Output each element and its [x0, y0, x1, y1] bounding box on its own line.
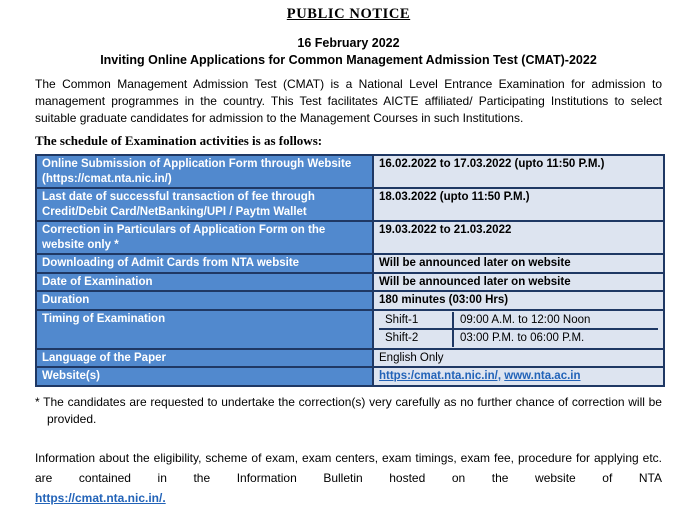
table-row-websites: [36, 367, 664, 386]
correction-footnote: [35, 394, 662, 428]
intro-paragraph: The Common Management Admission Test (CMAT) is a National Level Entrance Examination for admission to management programmes in the country. This Test facilitates AICTE affiliated/ Participating Institutions to select suitable graduate candidates for admission to the Management Courses in such Institutions.: [35, 77, 662, 125]
row-label: Duration: [36, 291, 373, 310]
row-label: Correction in Particulars of Application Form on the website only *: [36, 221, 373, 254]
shift-2-name: Shift-2: [379, 330, 454, 347]
row-value: 18.03.2022 (upto 11:50 P.M.): [373, 188, 664, 221]
row-label: Online Submission of Application Form through Website (https://cmat.nta.nic.in/): [36, 155, 373, 188]
row-label: Last date of successful transaction of fee through Credit/Debit Card/NetBanking/UPI / Paytm Wallet: [36, 188, 373, 221]
notice-heading: Inviting Online Applications for Common Management Admission Test (CMAT)-2022: [100, 53, 597, 67]
websites-cell: [373, 367, 664, 386]
info-bulletin-link[interactable]: https://cmat.nta.nic.in/.: [35, 490, 166, 505]
row-value: English Only: [373, 349, 664, 368]
row-value: 16.02.2022 to 17.03.2022 (upto 11:50 P.M.): [373, 155, 664, 188]
row-label: Downloading of Admit Cards from NTA website: [36, 254, 373, 273]
schedule-heading: The schedule of Examination activities is as follows:: [35, 133, 323, 148]
row-label: Timing of Examination: [36, 310, 373, 349]
website-link-nta[interactable]: www.nta.ac.in: [504, 370, 581, 382]
table-row-online-submission: [36, 155, 664, 188]
footnote-marker: *: [35, 394, 40, 409]
timing-subtable: [373, 310, 664, 349]
website-link-cmat[interactable]: https:/cmat.nta.nic.in/,: [379, 370, 502, 382]
table-row-duration: [36, 291, 664, 310]
table-row-language: [36, 349, 664, 368]
page-title: PUBLIC NOTICE: [286, 6, 411, 22]
schedule-table: [35, 154, 665, 387]
row-label: Language of the Paper: [36, 349, 373, 368]
shift-2-time: 03:00 P.M. to 06:00 P.M.: [460, 332, 585, 344]
shift-1-time: 09:00 A.M. to 12:00 Noon: [454, 312, 658, 331]
table-row-exam-date: [36, 273, 664, 292]
notice-date: 16 February 2022: [297, 36, 400, 50]
table-row-timing: [36, 310, 664, 349]
footnote-text: The candidates are requested to undertake the correction(s) very carefully as no further chance of correction will be provided.: [43, 394, 662, 426]
row-value: Will be announced later on website: [373, 273, 664, 292]
info-paragraph: Information about the eligibility, scheme of exam, exam centers, exam timings, exam fee, procedure for applying etc. are contained in the Information Bulletin hosted on the website of NTA: [35, 450, 662, 485]
row-label: Date of Examination: [36, 273, 373, 292]
row-value: Will be announced later on website: [373, 254, 664, 273]
table-row-correction: [36, 221, 664, 254]
row-value: 180 minutes (03:00 Hrs): [373, 291, 664, 310]
row-label: Website(s): [36, 367, 373, 386]
shift-1-name: Shift-1: [379, 312, 454, 331]
row-value: 19.03.2022 to 21.03.2022: [373, 221, 664, 254]
table-row-fee-last-date: [36, 188, 664, 221]
table-row-admit-cards: [36, 254, 664, 273]
